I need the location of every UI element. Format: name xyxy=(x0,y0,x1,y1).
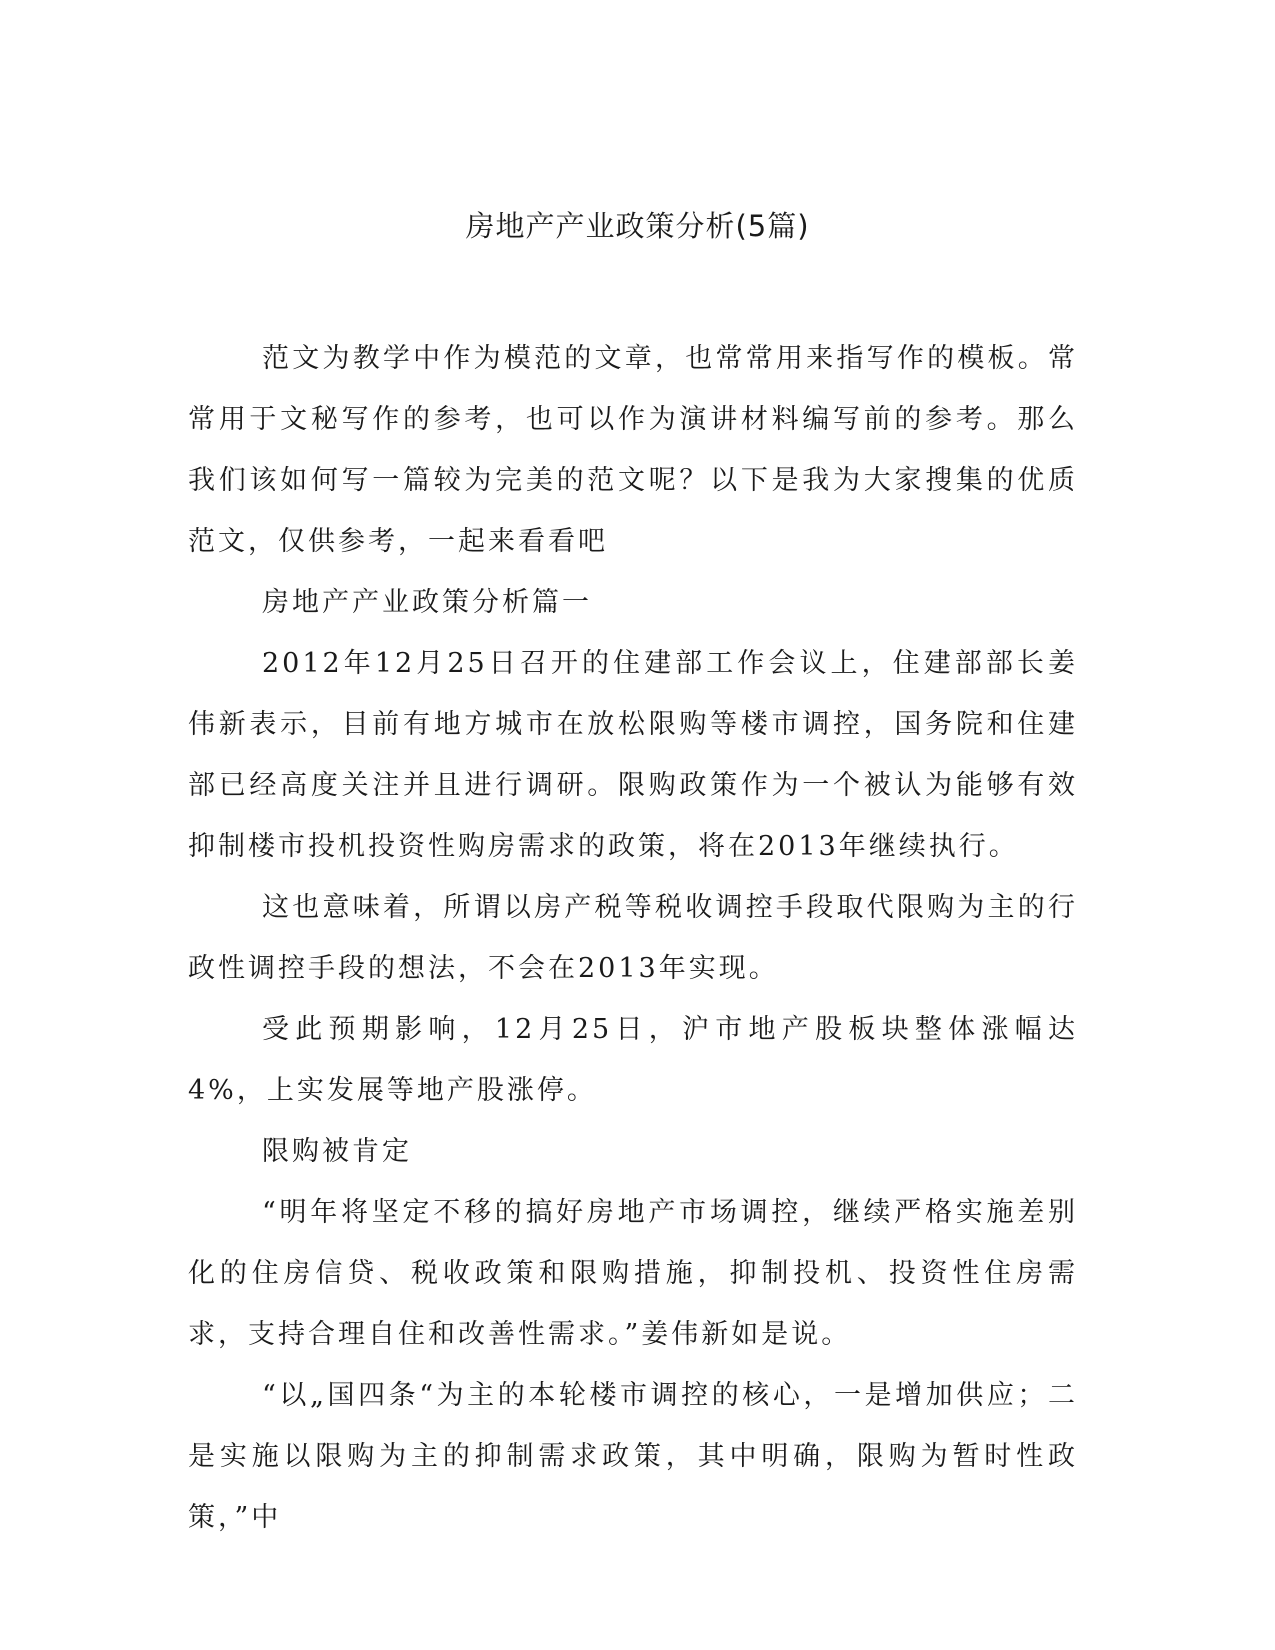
intro-paragraph: 范文为教学中作为模范的文章，也常常用来指写作的模板。常常用于文秘写作的参考，也可以作为演讲材料编写前的参考。那么我们该如何写一篇较为完美的范文呢？以下是我为大家搜集的优质范文，仅供参考，一起来看看吧 xyxy=(188,343,1078,557)
body-paragraph: 受此预期影响，12月25日，沪市地产股板块整体涨幅达4%，上实发展等地产股涨停。 xyxy=(188,1014,1078,1106)
body-paragraph: 这也意味着，所谓以房产税等税收调控手段取代限购为主的行政性调控手段的想法，不会在2013年实现。 xyxy=(188,892,1078,984)
quote-paragraph: “以„国四条“为主的本轮楼市调控的核心，一是增加供应；二是实施以限购为主的抑制需求政策，其中明确，限购为暂时性政策，”中 xyxy=(188,1380,1078,1533)
section-heading: 房地产产业政策分析篇一 xyxy=(262,587,592,618)
body-paragraph: 2012年12月25日召开的住建部工作会议上，住建部部长姜伟新表示，目前有地方城市在放松限购等楼市调控，国务院和住建部已经高度关注并且进行调研。限购政策作为一个被认为能够有效抑制楼市投机投资性购房需求的政策，将在2013年继续执行。 xyxy=(188,648,1078,862)
quote-paragraph: “明年将坚定不移的搞好房地产市场调控，继续严格实施差别化的住房信贷、税收政策和限购措施，抑制投机、投资性住房需求，支持合理自住和改善性需求。”姜伟新如是说。 xyxy=(188,1197,1078,1350)
document-body xyxy=(188,328,1078,1548)
document-title: 房地产产业政策分析(5篇) xyxy=(465,209,810,243)
subsection-heading: 限购被肯定 xyxy=(262,1136,412,1167)
